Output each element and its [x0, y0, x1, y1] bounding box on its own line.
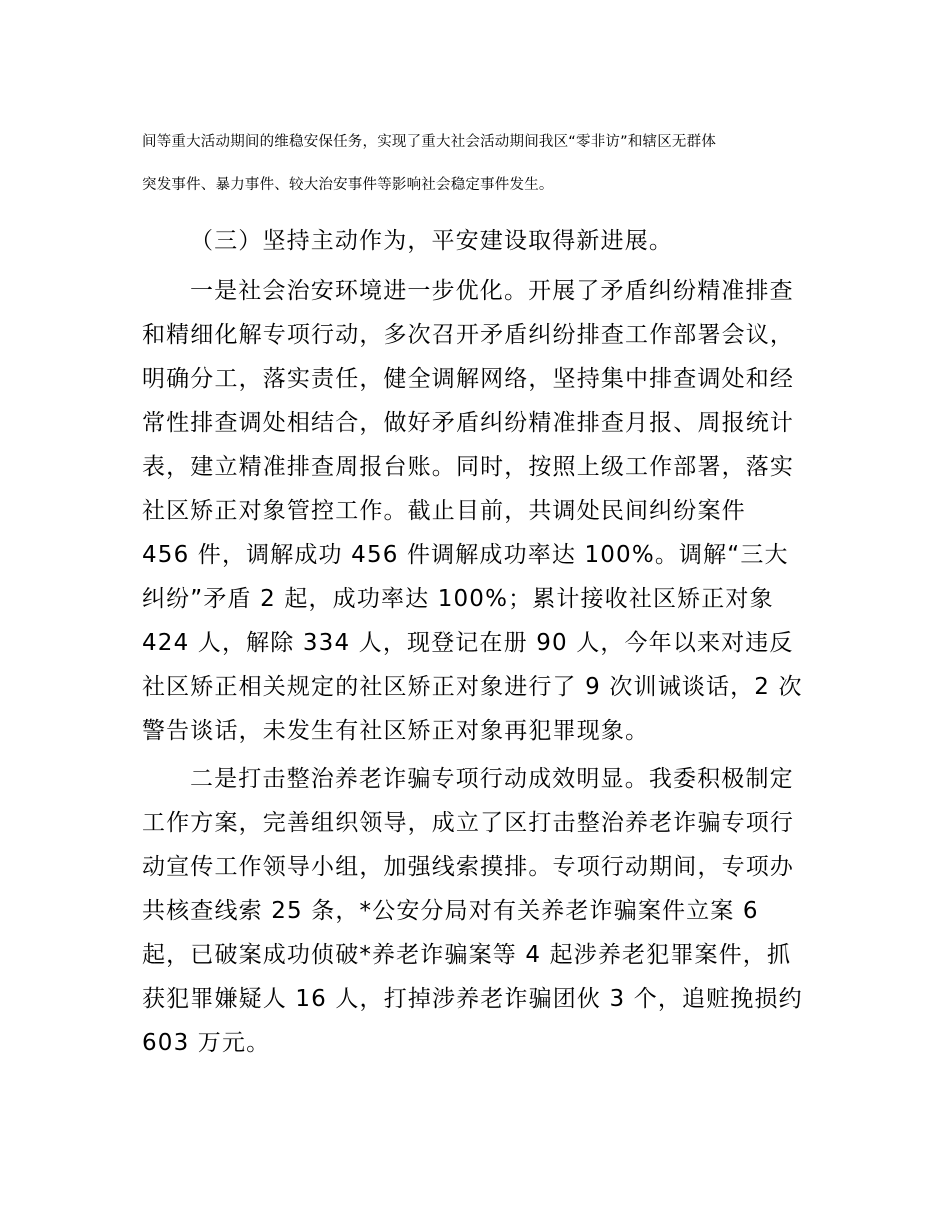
continuation-line-1: 间等重大活动期间的维稳安保任务，实现了重大社会活动期间我区“零非访”和辖区无群体: [142, 134, 717, 150]
continuation-line-2: 突发事件、暴力事件、较大治安事件等影响社会稳定事件发生。: [142, 177, 554, 193]
paragraph-2-line-1: 二是打击整治养老诈骗专项行动成效明显。我委积极制定: [190, 766, 794, 792]
paragraph-1-line-1: 一是社会治安环境进一步优化。开展了矛盾纠纷精准排查: [190, 278, 794, 304]
paragraph-2-line-7: 603 万元。: [142, 1030, 271, 1056]
paragraph-1-line-2: 和精细化解专项行动，多次召开矛盾纠纷排查工作部署会议，: [142, 322, 795, 348]
paragraph-2-line-2: 工作方案，完善组织领导，成立了区打击整治养老诈骗专项行: [142, 810, 795, 836]
paragraph-2-line-3: 动宣传工作领导小组，加强线索摸排。专项行动期间，专项办: [142, 854, 795, 880]
paragraph-1-line-4: 常性排查调处相结合，做好矛盾纠纷精准排查月报、周报统计: [142, 410, 795, 436]
paragraph-1-line-7: 456 件，调解成功 456 件调解成功率达 100%。调解“三大: [142, 542, 789, 568]
section-heading: （三）坚持主动作为，平安建设取得新进展。: [190, 228, 673, 254]
paragraph-1-line-3: 明确分工，落实责任，健全调解网络，坚持集中排查调处和经: [142, 366, 795, 392]
paragraph-2-line-6: 获犯罪嫌疑人 16 人，打掉涉养老诈骗团伙 3 个，追赃挽损约: [142, 986, 803, 1012]
paragraph-1-line-5: 表，建立精准排查周报台账。同时，按照上级工作部署，落实: [142, 454, 795, 480]
paragraph-1-line-8: 纠纷”矛盾 2 起，成功率达 100%；累计接收社区矫正对象: [142, 586, 774, 612]
paragraph-1-line-6: 社区矫正对象管控工作。截止目前，共调处民间纠纷案件: [142, 498, 746, 524]
paragraph-2-line-4: 共核查线索 25 条，*公安分局对有关养老诈骗案件立案 6: [142, 898, 759, 924]
paragraph-1-line-11: 警告谈话，未发生有社区矫正对象再犯罪现象。: [142, 718, 650, 744]
paragraph-1-line-9: 424 人，解除 334 人，现登记在册 90 人，今年以来对违反: [142, 630, 794, 656]
paragraph-1-line-10: 社区矫正相关规定的社区矫正对象进行了 9 次训诫谈话，2 次: [142, 674, 803, 700]
paragraph-2-line-5: 起，已破案成功侦破*养老诈骗案等 4 起涉养老犯罪案件，抓: [142, 942, 792, 968]
